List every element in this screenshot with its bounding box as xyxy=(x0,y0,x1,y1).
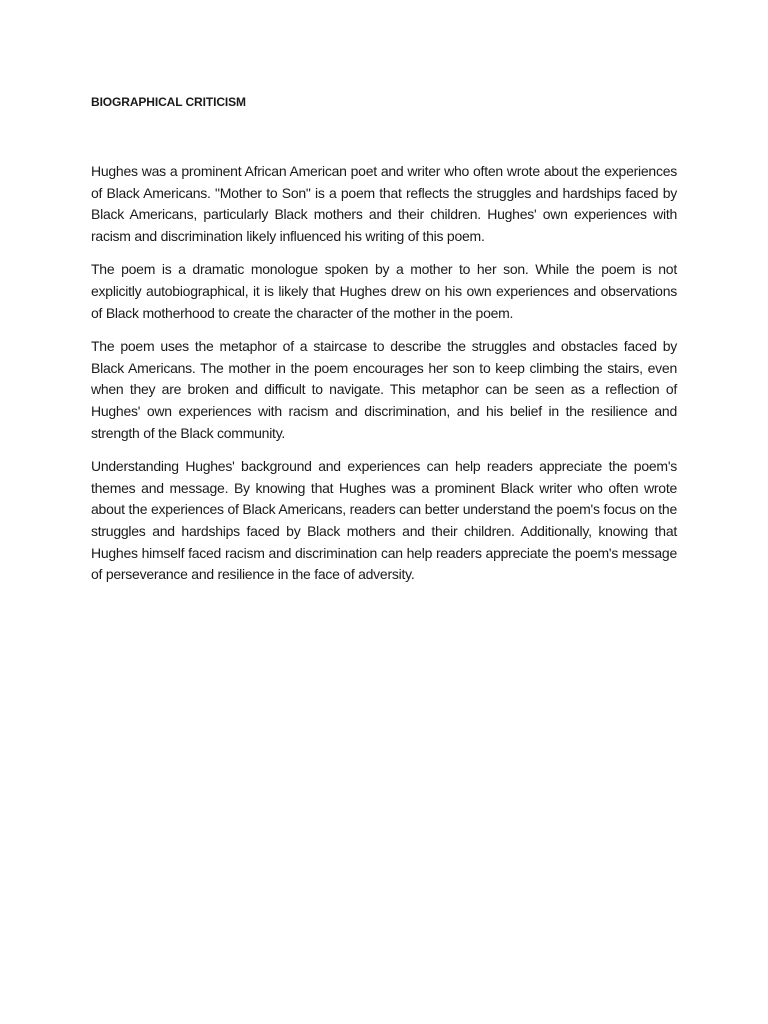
paragraph-2: The poem is a dramatic monologue spoken by a mother to her son. While the poem is not explicitly autobiographical, it is likely that Hughes drew on his own experiences and observations of Black motherhood to create the character of the mother in the poem. xyxy=(91,261,677,321)
document-body xyxy=(91,94,677,598)
document-heading: BIOGRAPHICAL CRITICISM xyxy=(91,95,246,109)
paragraph-4: Understanding Hughes' background and experiences can help readers appreciate the poem's themes and message. By knowing that Hughes was a prominent Black writer who often wrote about the experiences of Black Americans, readers can better understand the poem's focus on the struggles and hardships faced by Black mothers and their children. Additionally, knowing that Hughes himself faced racism and discrimination can help readers appreciate the poem's message of perseverance and resilience in the face of adversity. xyxy=(91,458,677,583)
paragraph-3: The poem uses the metaphor of a staircase to describe the struggles and obstacles faced by Black Americans. The mother in the poem encourages her son to keep climbing the stairs, even when they are broken and difficult to navigate. This metaphor can be seen as a reflection of Hughes' own experiences with racism and discrimination, and his belief in the resilience and strength of the Black community. xyxy=(91,338,677,441)
paragraph-1: Hughes was a prominent African American poet and writer who often wrote about the experiences of Black Americans. "Mother to Son" is a poem that reflects the struggles and hardships faced by Black Americans, particularly Black mothers and their children. Hughes' own experiences with racism and discrimination likely influenced his writing of this poem. xyxy=(91,163,677,244)
